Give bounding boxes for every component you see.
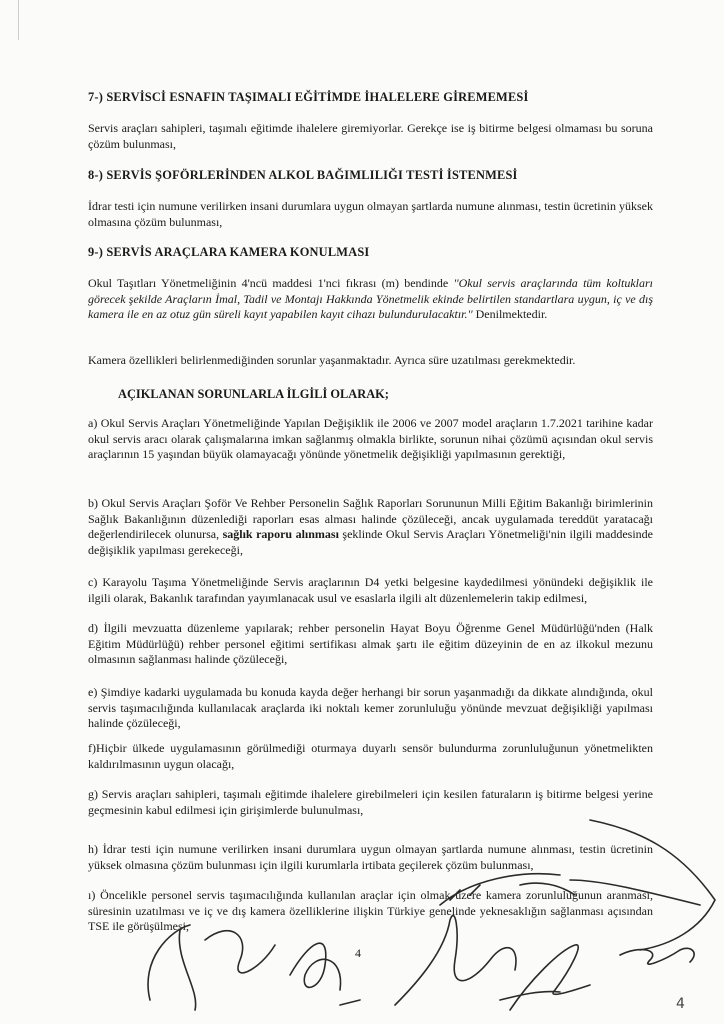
section-9-outro: Denilmektedir.: [472, 307, 548, 321]
item-a: a) Okul Servis Araçları Yönetmeliğinde Yapılan Değişiklik ile 2006 ve 2007 model araçların 1.7.2021 tarihine kadar okul servis aracı olarak çalışmalarına imkan sağlanmış olmakla birlikte, sorunun nihai çözümü açısından okul servis araçlarının 15 yaşından büyük olamayacağı yönünde yönetmelik değişikliği yapılmasının gerektiği,: [88, 416, 653, 461]
section-9-intro: Okul Taşıtları Yönetmeliğinin 4'ncü maddesi 1'nci fıkrası (m) bendinde: [88, 276, 454, 290]
signature-6: [440, 874, 700, 905]
item-b-bold: sağlık raporu alınması: [222, 527, 339, 541]
section-9-heading: 9-) SERVİS ARAÇLARA KAMERA KONULMASI: [88, 245, 370, 259]
item-f: f)Hiçbir ülkede uygulamasının görülmediği oturmaya duyarlı sensör bulundurma zorunluluğunun yönetmelikten kaldırılmasının uygun olacağı,: [88, 741, 653, 771]
item-d: d) İlgili mevzuatta düzenleme yapılarak; rehber personelin Hayat Boyu Öğrenme Genel Müdürlüğü'nden (Halk Eğitim Müdürlüğü) rehber personel eğitimi sertifikası almak şartı ile eğitim düzeyinin de en az ilkokul mezunu olmasının sağlanması halinde çözüleceği,: [88, 621, 653, 666]
item-e: e) Şimdiye kadarki uygulamada bu konuda kayda değer herhangi bir sorun yaşanmadığı da dikkate alındığında, okul servis taşımacılığında kullanılacak araçlarda iki noktalı kemer zorunluluğu yönünde mevzuat değişikliği yapılması halinde çözüleceği,: [88, 685, 653, 730]
section-7-heading: 7-) SERVİSCİ ESNAFIN TAŞIMALI EĞİTİMDE İHALELERE GİREMEMESİ: [88, 90, 529, 104]
signature-4: [500, 945, 590, 1010]
section-7-text: Servis araçları sahipleri, taşımalı eğitimde ihalelere giremiyorlar. Gerekçe ise iş bitirme belgesi olmaması bu soruna çözüm bulunması,: [88, 121, 653, 151]
item-h: h) İdrar testi için numune verilirken insani durumlara uygun olmayan şartlarda numune alınması, testin ücretinin yüksek olmasına çözüm bulunması için ilgili kurumlarla irtibata geçilerek çözüm bulunması,: [88, 842, 653, 872]
item-c: c) Karayolu Taşıma Yönetmeliğinde Servis araçlarının D4 yetki belgesine kaydedilmesi yönündeki değişiklik ile ilgili olarak, Bakanlık tarafından yayımlanacak usul ve esaslarla ilgili alt düzenlemelerin takip edilmesi,: [88, 575, 653, 605]
signature-2: [290, 943, 360, 1005]
item-b-text-2: şeklinde Okul Servis Araçları Yönetmeliği'nin ilgili maddesinde değişiklik yapılması gerekeceği,: [88, 527, 653, 557]
signature-8: [520, 883, 575, 895]
resolutions-heading: AÇIKLANAN SORUNLARLA İLGİLİ OLARAK;: [118, 387, 389, 401]
item-g: g) Servis araçları sahipleri, taşımalı eğitimde ihalelere girebilmeleri için kesilen faturaların iş bitirme belgesi yerine geçmesinin kabul edilmesi için girişimlerde bulunulması,: [88, 787, 653, 817]
section-9-quote: ''Okul servis araçlarında tüm koltukları görecek şekilde Araçların İmal, Tadil ve Montajı Hakkında Yönetmelik ekinde belirtilen standartlara uygun, iç ve dış kamera ile en az otuz gün süreli kayıt yapabilen kayıt cihazı bulundurulacaktır.'': [88, 276, 653, 321]
signature-7: [590, 820, 715, 950]
item-b-text-1: b) Okul Servis Araçları Şoför Ve Rehber Personelin Sağlık Raporları Sorununun Milli Eğitim Bakanlığı birimlerinin Sağlık Bakanlığının düzenlediği raporları esas alması halinde çözüleceği, ancak uygulamada tereddüt yaratacağı değerlendirilecek olunursa,: [88, 496, 653, 541]
corner-mark: 4: [676, 996, 685, 1012]
section-8-heading: 8-) SERVİS ŞOFÖRLERİNDEN ALKOL BAĞIMLILIĞI TESTİ İSTENMESİ: [88, 168, 518, 182]
section-9-text-2: Kamera özellikleri belirlenmediğinden sorunlar yaşanmaktadır. Ayrıca süre uzatılması gerekmektedir.: [88, 353, 576, 367]
item-i: ı) Öncelikle personel servis taşımacılığında kullanılan araçlar için olmak üzere kamera zorunluluğunun aranması, süresinin uzatılması ve iç ve dış kamera özelliklerine ilişkin Türkiye genelinde yeknesaklığın sağlanması açısından TSE ile görüşülmesi,: [88, 888, 653, 933]
section-8-text: İdrar testi için numune verilirken insani durumlara uygun olmayan şartlarda numune alınması, testin ücretinin yüksek olmasına çözüm bulunması,: [88, 199, 653, 229]
signature-1: [148, 925, 275, 1010]
signature-5: [620, 948, 694, 964]
signature-3: [395, 885, 516, 1005]
page-number: 4: [355, 946, 361, 960]
